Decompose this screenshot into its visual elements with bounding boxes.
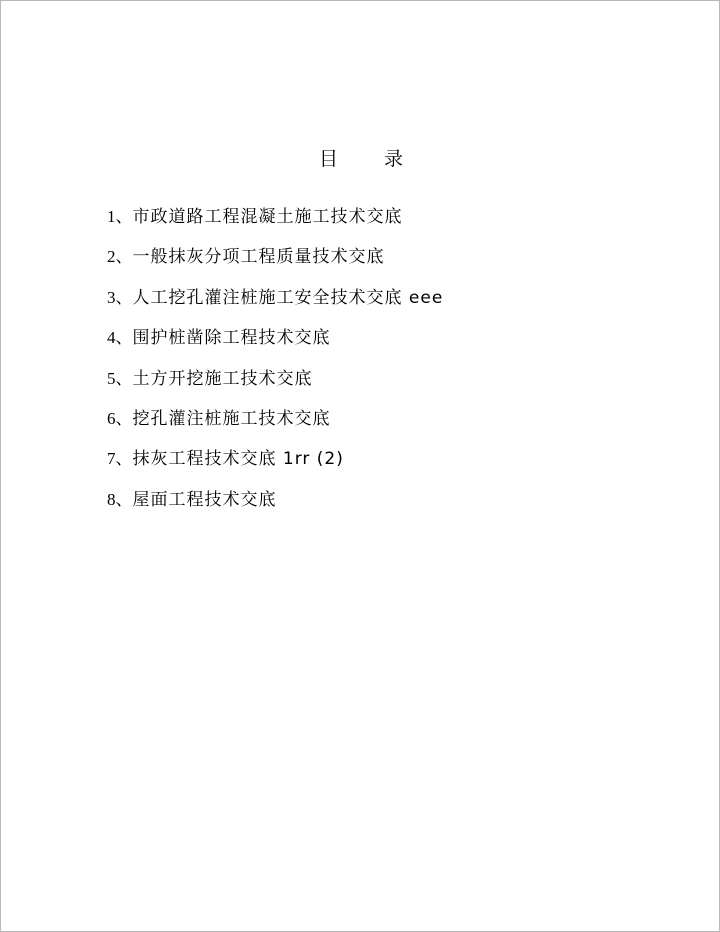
toc-entry [107, 203, 443, 243]
toc-entry-text: 屋面工程技术交底 [132, 489, 277, 510]
toc-entry-number: 1、 [107, 207, 133, 226]
toc-entry-number: 8、 [107, 489, 133, 509]
toc-entry [107, 445, 443, 485]
toc-entry-number: 5、 [107, 368, 133, 388]
toc-entry-number: 2、 [107, 247, 133, 267]
toc-list [107, 203, 443, 526]
toc-entry [107, 284, 443, 324]
toc-entry [107, 486, 443, 526]
toc-entry-text: 挖孔灌注桩施工技术交底 [132, 408, 331, 429]
toc-entry-number: 3、 [107, 287, 133, 307]
toc-entry [107, 365, 443, 405]
toc-entry-text: 市政道路工程混凝土施工技术交底 [132, 207, 403, 227]
toc-entry [107, 324, 443, 364]
toc-entry-text: 抹灰工程技术交底 1rr (2) [132, 449, 344, 470]
toc-entry-number: 6、 [107, 408, 133, 428]
toc-entry [107, 405, 443, 445]
toc-entry-text: 土方开挖施工技术交底 [132, 368, 313, 389]
toc-entry-number: 7、 [107, 449, 133, 469]
toc-entry-text: 一般抹灰分项工程质量技术交底 [132, 247, 385, 268]
toc-entry-number: 4、 [107, 328, 133, 348]
toc-entry [107, 243, 443, 283]
toc-title: 目 录 [318, 148, 424, 170]
toc-entry-text: 围护桩凿除工程技术交底 [132, 328, 331, 349]
toc-entry-text: 人工挖孔灌注桩施工安全技术交底 eee [132, 287, 444, 308]
